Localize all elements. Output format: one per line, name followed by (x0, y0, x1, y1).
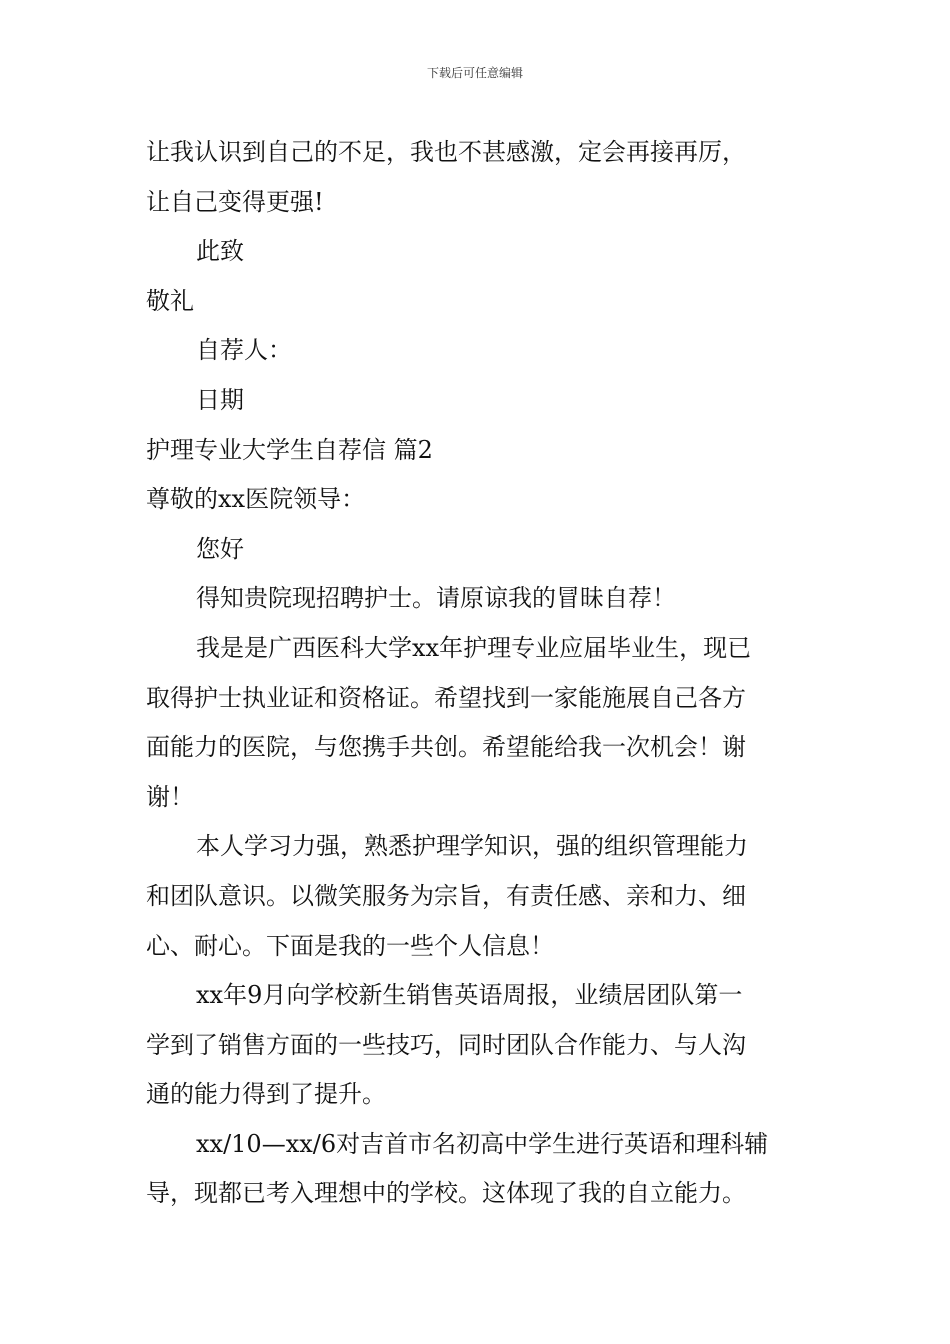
text-line: 取得护士执业证和资格证。希望找到一家能施展自己各方 (146, 683, 746, 712)
text-line: 导，现都已考入理想中的学校。这体现了我的自立能力。 (146, 1179, 746, 1208)
text-line: 心、耐心。下面是我的一些个人信息！ (146, 931, 554, 960)
text-line: 我是是广西医科大学xx年护理专业应届毕业生，现已 (196, 633, 752, 662)
text-line: 面能力的医院，与您携手共创。希望能给我一次机会！谢 (146, 733, 746, 762)
text-line: 敬礼 (146, 286, 194, 315)
text-line: 让我认识到自己的不足，我也不甚感激，定会再接再厉， (146, 138, 746, 166)
salutation: 尊敬的xx医院领导： (146, 485, 366, 514)
text-line: 得知贵院现招聘护士。请原谅我的冒昧自荐！ (196, 584, 676, 613)
text-line: 此致 (196, 237, 244, 266)
section-title: 护理专业大学生自荐信 篇2 (146, 435, 433, 464)
text-line: 学到了销售方面的一些技巧，同时团队合作能力、与人沟 (146, 1030, 746, 1059)
text-line: 本人学习力强，熟悉护理学知识，强的组织管理能力 (196, 832, 748, 861)
text-line: 自荐人： (196, 336, 292, 365)
page-header: 下载后可任意编辑 (426, 66, 523, 80)
document-body (146, 128, 810, 1219)
text-line: 谢！ (146, 782, 194, 811)
text-line: 您好 (196, 534, 244, 563)
text-line: xx年9月向学校新生销售英语周报，业绩居团队第一 (196, 981, 743, 1010)
text-line: 日期 (196, 385, 244, 414)
text-line: 和团队意识。以微笑服务为宗旨，有责任感、亲和力、细 (146, 881, 746, 910)
text-line: 让自己变得更强! (146, 187, 324, 216)
text-line: xx/10—xx/6对吉首市名初高中学生进行英语和理科辅 (196, 1129, 769, 1158)
text-line: 通的能力得到了提升。 (146, 1080, 386, 1109)
